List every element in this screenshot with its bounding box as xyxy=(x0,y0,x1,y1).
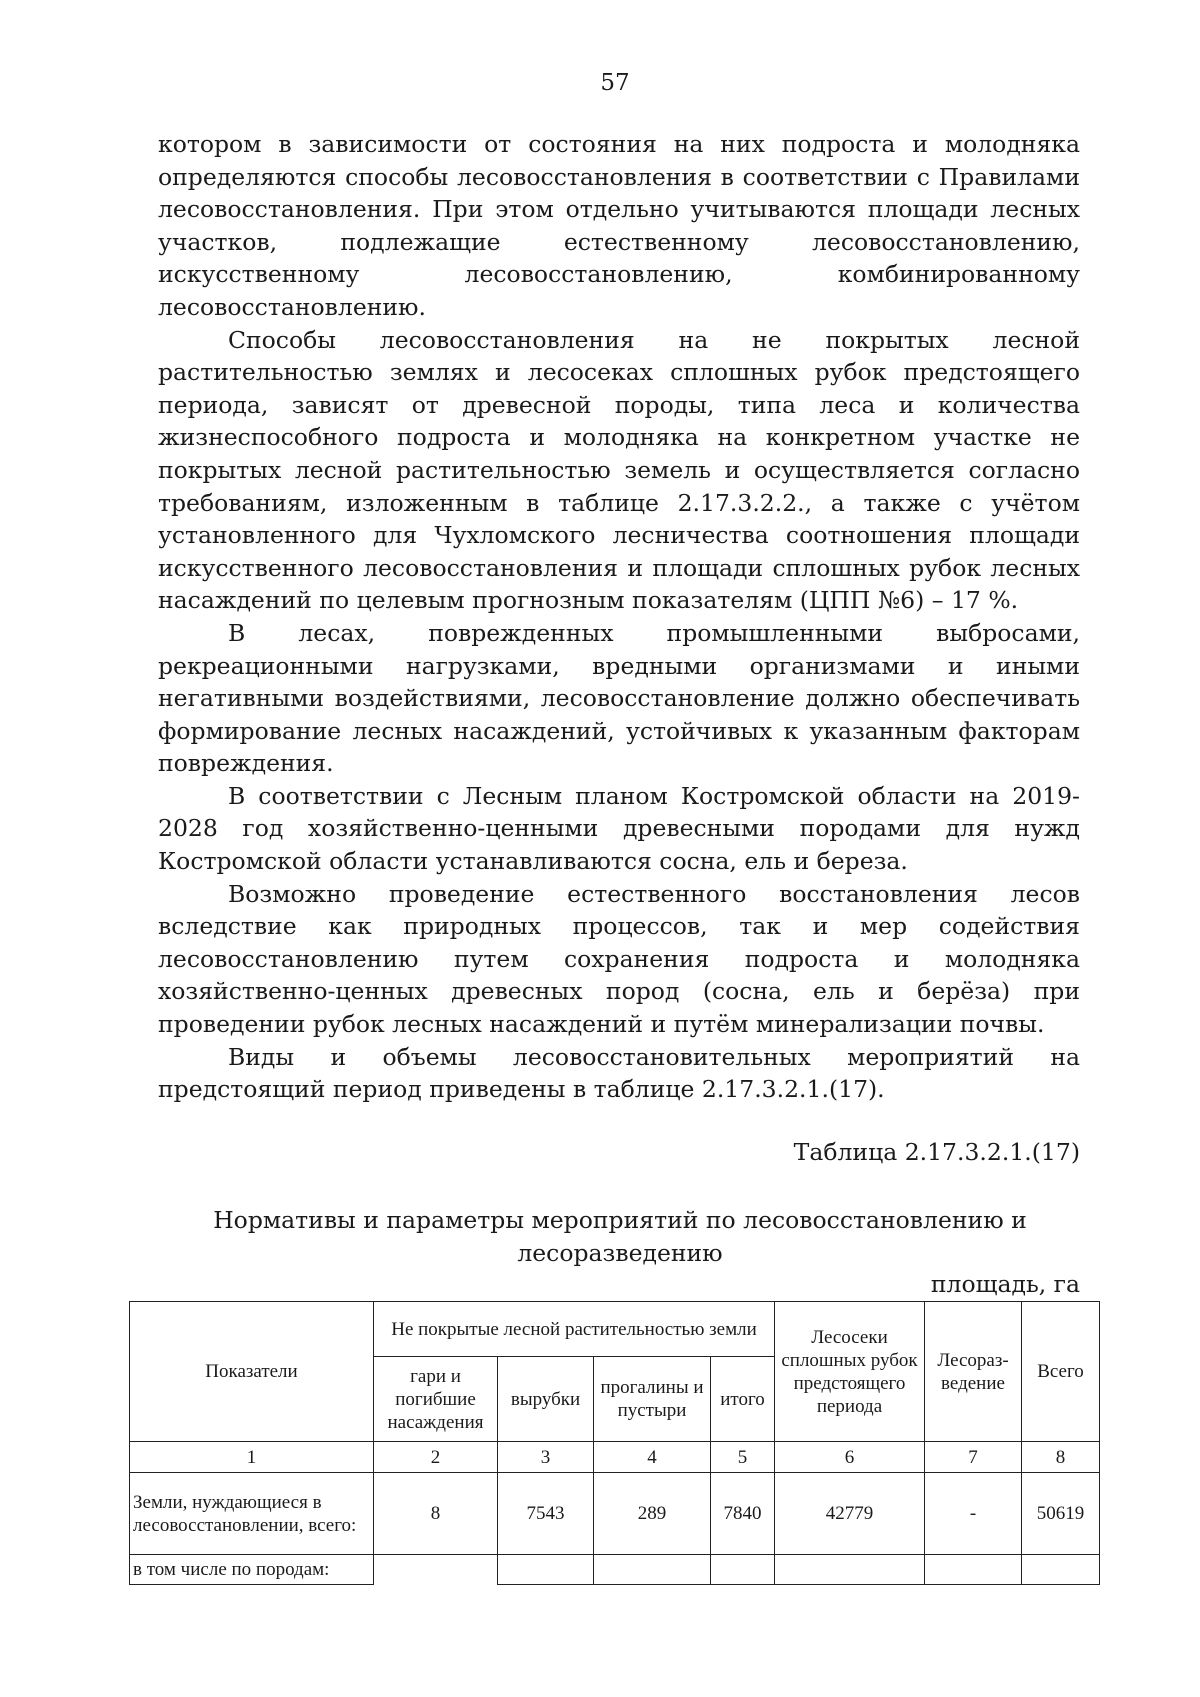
header-not-covered-group: Не покрытые лесной растительностью земли xyxy=(374,1302,775,1357)
cell xyxy=(594,1555,711,1585)
column-number: 3 xyxy=(498,1442,594,1473)
table-caption: Таблица 2.17.3.2.1.(17) xyxy=(793,1138,1080,1166)
data-table xyxy=(129,1301,1100,1585)
header-cuttings: вырубки xyxy=(498,1357,594,1442)
row-label: Земли, нуждающиеся в лесовосстановлении, всего: xyxy=(130,1473,374,1555)
paragraph: Возможно проведение естественного восстановления лесов вследствие как природных процессов, так и мер содействия лесовосстановлению путем сохранения подроста и молодняка хозяйственно-ценных древесных пород (сосна, ель и берёза) при проведении рубок лесных насаждений и путём минерализации почвы. xyxy=(158,879,1080,1039)
column-number: 1 xyxy=(130,1442,374,1473)
header-afforestation: Лесораз-ведение xyxy=(925,1302,1022,1442)
paragraph: Виды и объемы лесовосстановительных мероприятий на предстоящий период приведены в таблице 2.17.3.2.1.(17). xyxy=(158,1042,1080,1104)
cell: 7543 xyxy=(498,1473,594,1555)
table-row xyxy=(130,1555,1100,1585)
header-total: Всего xyxy=(1022,1302,1100,1442)
table-units: площадь, га xyxy=(930,1270,1080,1298)
column-number: 2 xyxy=(374,1442,498,1473)
header-glades: прогалины и пустыри xyxy=(594,1357,711,1442)
column-number: 7 xyxy=(925,1442,1022,1473)
cell xyxy=(711,1555,775,1585)
column-number-row xyxy=(130,1442,1100,1473)
cell: - xyxy=(925,1473,1022,1555)
cell: 50619 xyxy=(1022,1473,1100,1555)
body-text xyxy=(158,128,1080,1106)
column-number: 8 xyxy=(1022,1442,1100,1473)
column-number: 5 xyxy=(711,1442,775,1473)
paragraph: В соответствии с Лесным планом Костромской области на 2019-2028 год хозяйственно-ценными древесными породами для нужд Костромской области устанавливаются сосна, ель и береза. xyxy=(158,781,1080,876)
cell: 7840 xyxy=(711,1473,775,1555)
paragraph: В лесах, поврежденных промышленными выбросами, рекреационными нагрузками, вредными организмами и иными негативными воздействиями, лесовосстановление должно обеспечивать формирование лесных насаждений, устойчивых к указанным факторам повреждения. xyxy=(158,618,1080,778)
header-burned: гари и погибшие насаждения xyxy=(374,1357,498,1442)
paragraph: Способы лесовосстановления на не покрытых лесной растительностью землях и лесосеках сплошных рубок предстоящего периода, зависят от древесной породы, типа леса и количества жизнеспособного подроста и молодняка на конкретном участке не покрытых лесной растительностью земель и осуществляется согласно требованиям, изложенным в таблице 2.17.3.2.2., а также с учётом установленного для Чухломского лесничества соотношения площади искусственного лесовосстановления и площади сплошных рубок лесных насаждений по целевым прогнозным показателям (ЦПП №6) – 17 %. xyxy=(158,325,1080,615)
column-number: 4 xyxy=(594,1442,711,1473)
header-indicators: Показатели xyxy=(130,1302,374,1442)
cell xyxy=(374,1555,498,1585)
page-number: 57 xyxy=(600,70,630,96)
header-clearcut-areas: Лесосеки сплошных рубок предстоящего периода xyxy=(775,1302,925,1442)
column-number: 6 xyxy=(775,1442,925,1473)
cell xyxy=(1022,1555,1100,1585)
cell xyxy=(925,1555,1022,1585)
paragraph: котором в зависимости от состояния на них подроста и молодняка определяются способы лесовосстановления в соответствии с Правилами лесовосстановления. При этом отдельно учитываются площади лесных участков, подлежащие естественному лесовосстановлению, искусственному лесовосстановлению, комбинированному лесовосстановлению. xyxy=(158,130,1080,321)
cell: 289 xyxy=(594,1473,711,1555)
table-title: Нормативы и параметры мероприятий по лесовосстановлению и лесоразведению xyxy=(213,1206,1027,1267)
table-row xyxy=(130,1473,1100,1555)
cell xyxy=(498,1555,594,1585)
cell: 8 xyxy=(374,1473,498,1555)
row-label: в том числе по породам: xyxy=(130,1555,374,1585)
cell xyxy=(775,1555,925,1585)
cell: 42779 xyxy=(775,1473,925,1555)
header-subtotal: итого xyxy=(711,1357,775,1442)
